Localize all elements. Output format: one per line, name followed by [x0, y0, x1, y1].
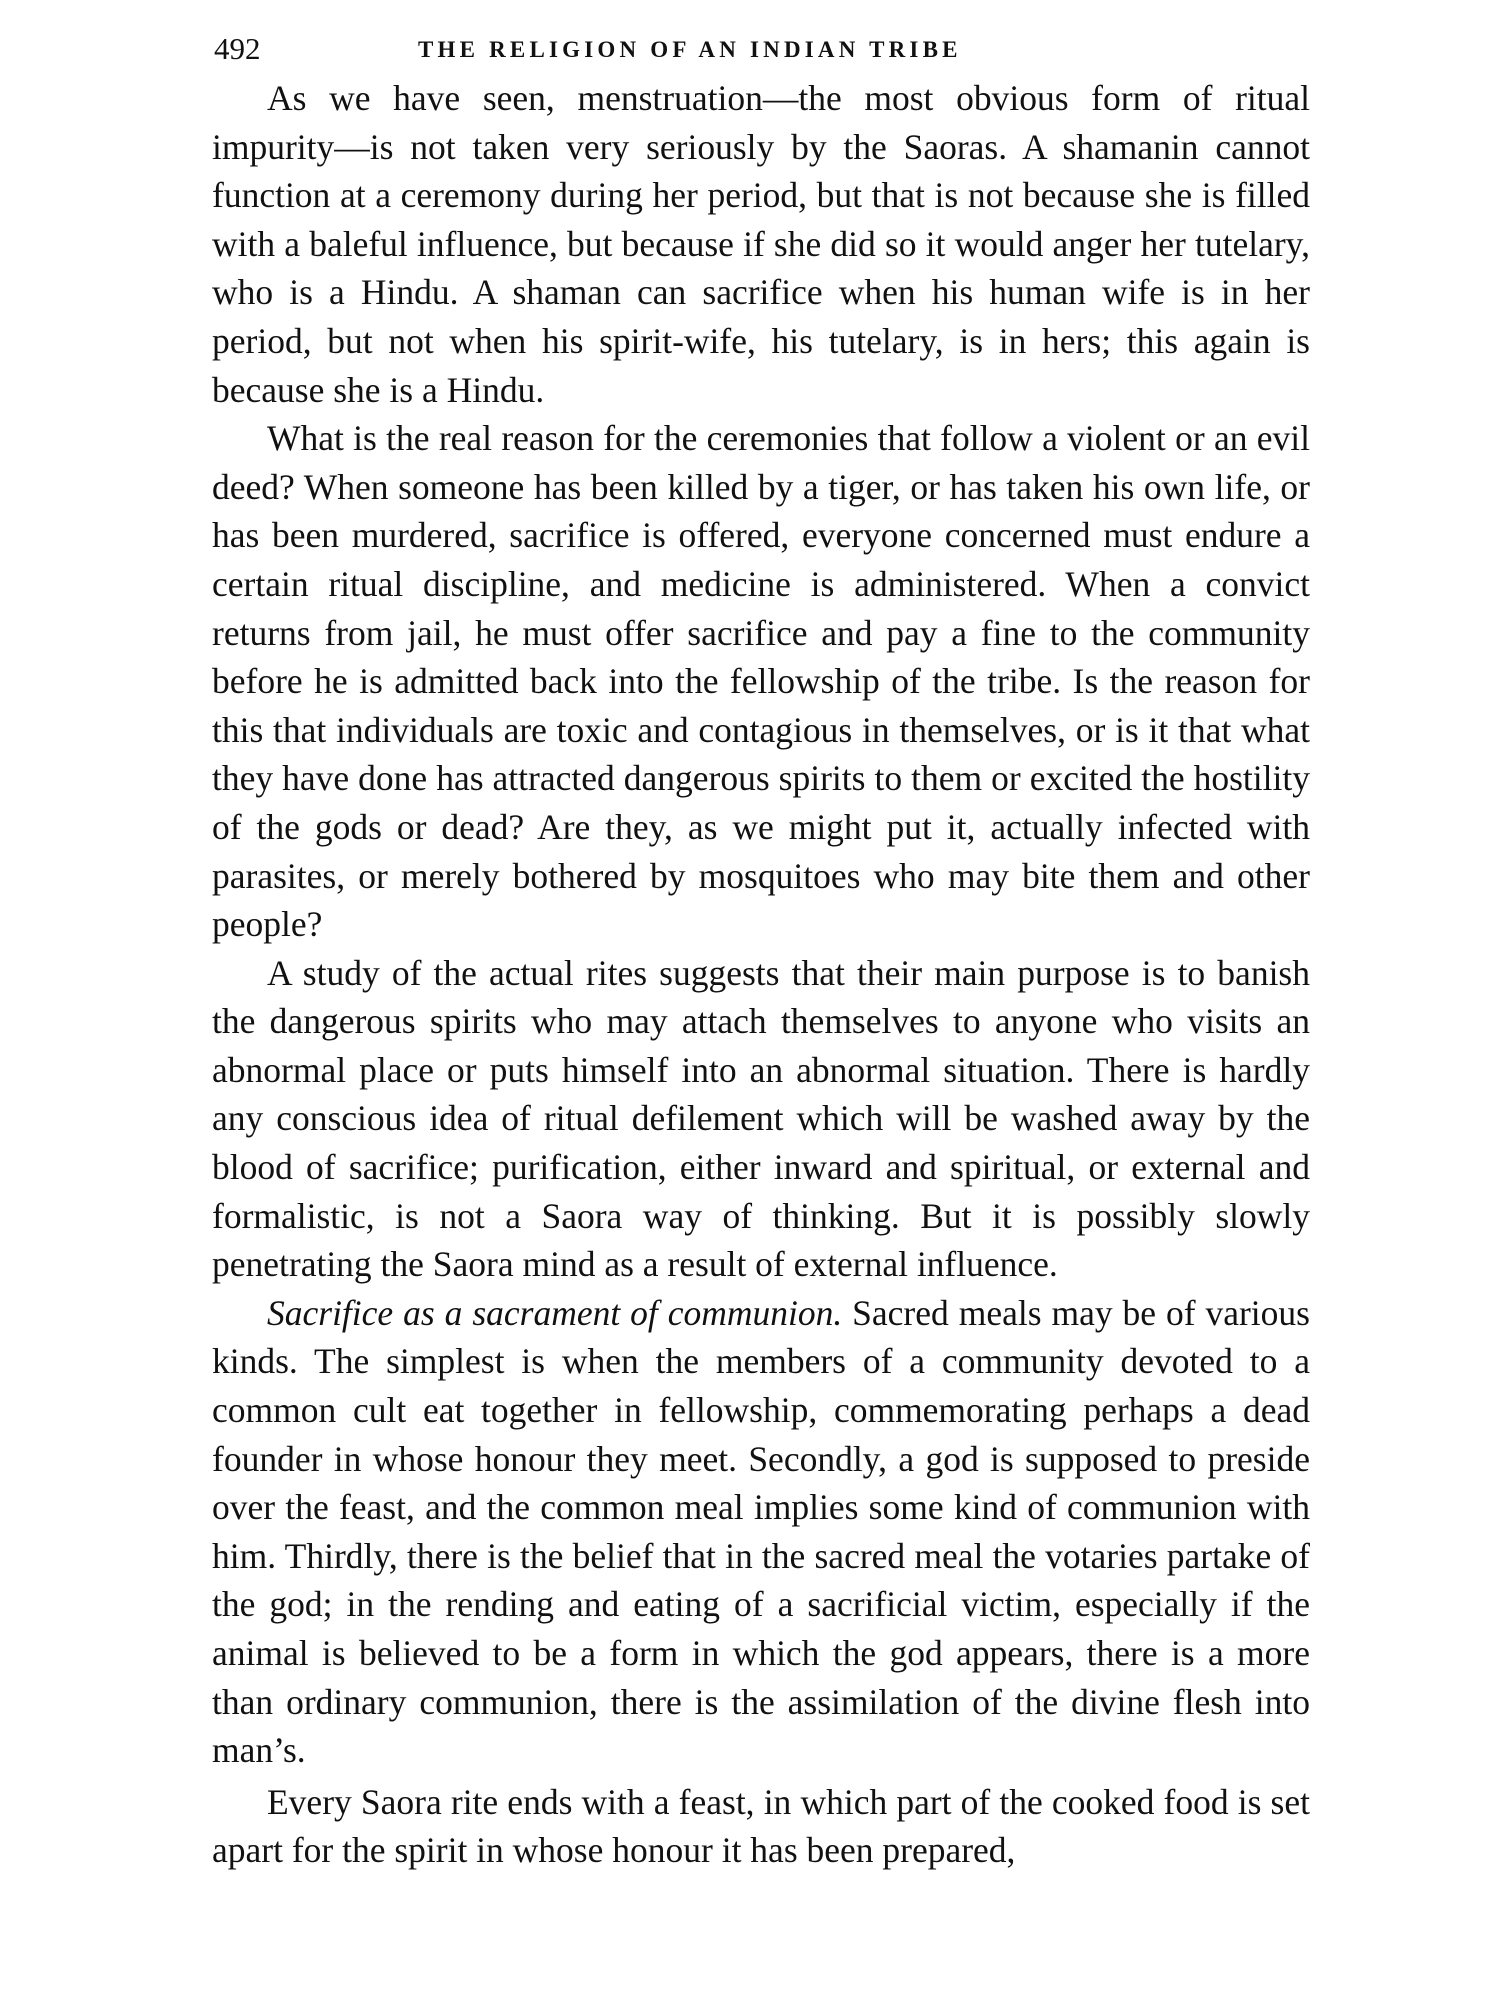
running-head: [212, 26, 1310, 72]
paragraph-menstruation: As we have seen, menstruation—the most obvious form of ritual impurity—is not taken very seriously by the Saoras. A shamanin cannot function at a ceremony during her period, but that is not because she is filled with a baleful influence, but because if she did so it would anger her tutelary, who is a Hindu. A shaman can sacrifice when his human wife is in her period, but not when his spirit-wife, his tutelary, is in hers; this again is because she is a Hindu.: [212, 78, 1310, 410]
section-lead-in: Sacrifice as a sacrament of communion.: [267, 1292, 843, 1333]
paragraph-study-of-rites: A study of the actual rites suggests that their main purpose is to banish the dangerous spirits who may attach themselves to anyone who visits an abnormal place or puts himself into an abnormal situation. There is hardly any conscious idea of ritual defilement which will be washed away by the blood of sacrifice; purification, either inward and spiritual, or external and formalistic, is not a Saora way of thinking. But it is possibly slowly penetrating the Saora mind as a result of external influence.: [212, 952, 1310, 1285]
paragraph-violent-deed: What is the real reason for the ceremonies that follow a violent or an evil deed? When someone has been killed by a tiger, or has taken his own life, or has been murdered, sacrifice is offered, everyone concerned must endure a certain ritual discipline, and medicine is administered. When a convict returns from jail, he must offer sacrifice and pay a fine to the community before he is admitted back into the fellowship of the tribe. Is the reason for this that individuals are toxic and contagious in themselves, or is it that what they have done has attracted dangerous spirits to them or excited the hostility of the gods or dead? Are they, as we might put it, actually infected with parasites, or merely bothered by mosquitoes who may bite them and other people?: [212, 418, 1310, 945]
book-page: [212, 26, 1310, 1875]
paragraph-saora-feast: Every Saora rite ends with a feast, in which part of the cooked food is set apart for the spirit in whose honour it has been prepared,: [212, 1781, 1310, 1871]
running-head-title: THE RELIGION OF AN INDIAN TRIBE: [418, 37, 962, 62]
paragraph-sacrament-of-communion: [212, 1289, 1310, 1775]
body-text: [212, 74, 1310, 1875]
paragraph-body: Sacred meals may be of various kinds. The simplest is when the members of a community devoted to a common cult eat together in fellowship, commemorating perhaps a dead founder in whose honour they meet. Secondly, a god is supposed to preside over the feast, and the common meal implies some kind of communion with him. Thirdly, there is the belief that in the sacred meal the votaries partake of the god; in the rending and eating of a sacrificial victim, especially if the animal is believed to be a form in which the god appears, there is a more than ordinary communion, there is the assimilation of the divine flesh into man’s.: [212, 1292, 1310, 1771]
page-number: 492: [214, 31, 261, 66]
